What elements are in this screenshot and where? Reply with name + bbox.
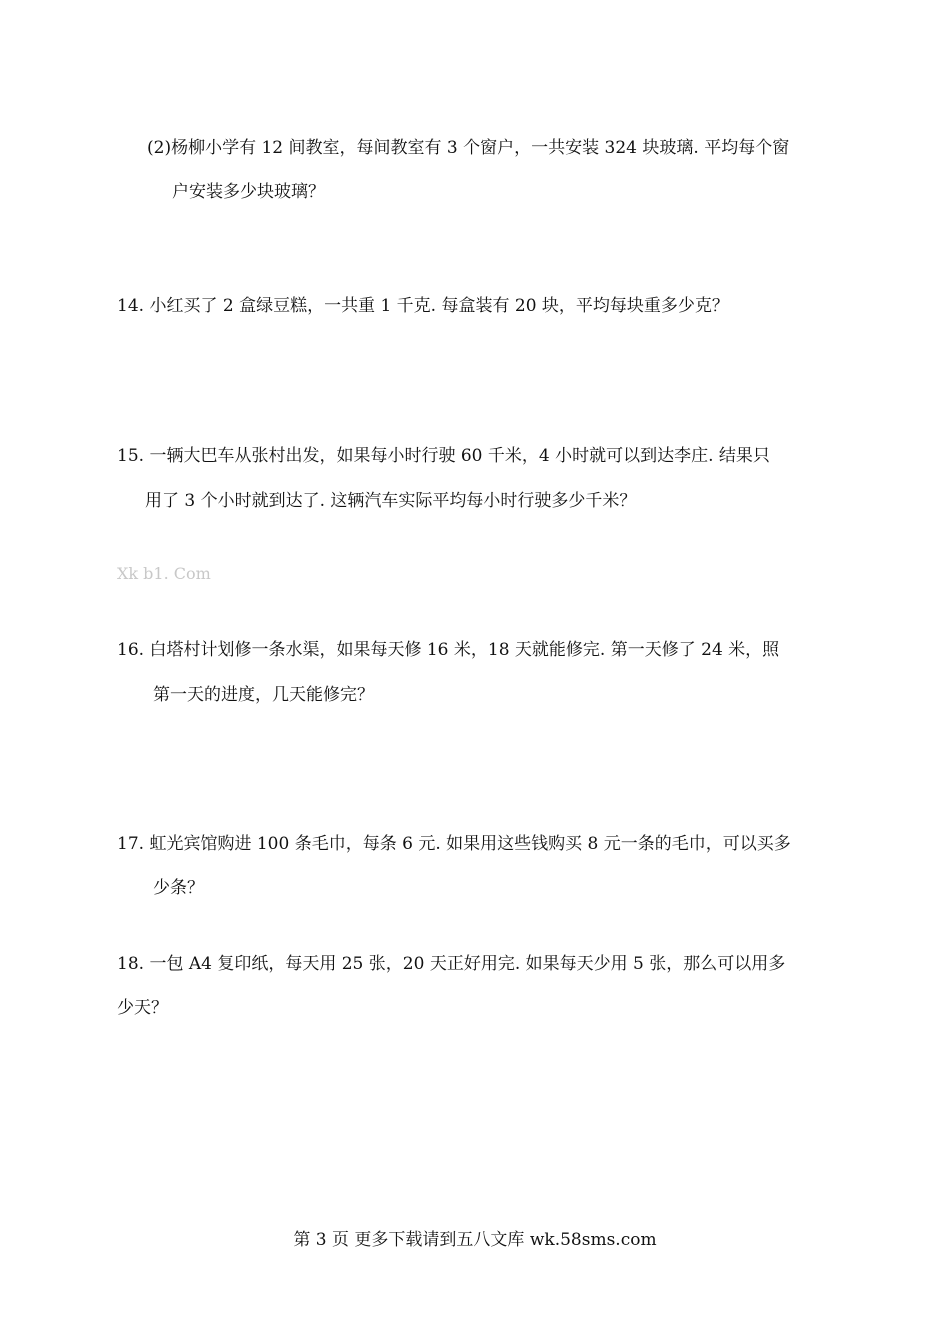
- page-footer: 第 3 页 更多下载请到五八文库 wk.58sms.com: [293, 1230, 657, 1250]
- problem-line: 14. 小红买了 2 盒绿豆糕，一共重 1 千克. 每盒装有 20 块，平均每块重多少克？: [117, 296, 729, 316]
- problem-line: 第一天的进度，几天能修完？: [153, 685, 374, 705]
- problem-line: (2)杨柳小学有 12 间教室，每间教室有 3 个窗户，一共安装 324 块玻璃. 平均每个窗: [147, 138, 790, 158]
- watermark: Xk b1. Com: [117, 564, 211, 583]
- problem-line: 少天？: [117, 998, 168, 1018]
- problem-line: 16. 白塔村计划修一条水渠，如果每天修 16 米，18 天就能修完. 第一天修了 24 米，照: [117, 640, 780, 660]
- problem-line: 户安装多少块玻璃？: [172, 182, 325, 202]
- problem-line: 用了 3 个小时就到达了. 这辆汽车实际平均每小时行驶多少千米？: [145, 491, 637, 511]
- problem-line: 少条？: [153, 878, 204, 898]
- problem-line: 18. 一包 A4 复印纸，每天用 25 张，20 天正好用完. 如果每天少用 5 张，那么可以用多: [117, 954, 786, 974]
- problem-line: 15. 一辆大巴车从张村出发，如果每小时行驶 60 千米，4 小时就可以到达李庄. 结果只: [117, 446, 770, 466]
- problem-line: 17. 虹光宾馆购进 100 条毛巾，每条 6 元. 如果用这些钱购买 8 元一条的毛巾，可以买多: [117, 834, 791, 854]
